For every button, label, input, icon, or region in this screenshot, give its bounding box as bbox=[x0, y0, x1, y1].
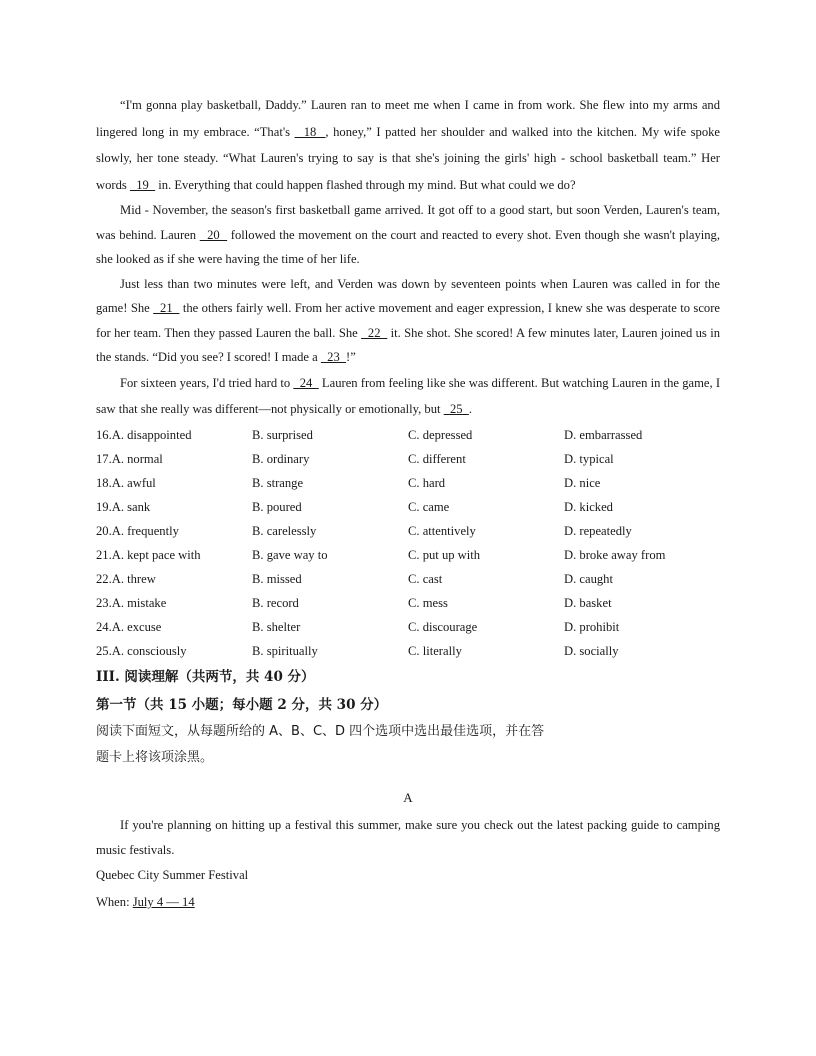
option-b: B. gave way to bbox=[252, 547, 328, 562]
passage-a-label: A bbox=[403, 790, 413, 806]
text: “I'm gonna play basketball, Daddy.” Lauren ran to meet me when I came in from work. She flew into my arms and lingered long in my embrace. “That's bbox=[96, 98, 720, 139]
option-d: D. embarrassed bbox=[564, 427, 643, 442]
option-a: 18.A. awful bbox=[96, 475, 156, 490]
festival-name: Quebec City Summer Festival bbox=[96, 868, 249, 883]
text: the others fairly well. From her active movement and eager expression, I knew she was desperate to score for her team. Then they passed Lauren the ball. She bbox=[96, 301, 721, 340]
blank-23: 23 bbox=[320, 350, 347, 364]
option-row bbox=[96, 519, 720, 543]
when-label: When: bbox=[96, 894, 133, 909]
option-a: 23.A. mistake bbox=[96, 596, 167, 611]
option-b: B. shelter bbox=[252, 620, 301, 635]
option-row bbox=[96, 495, 720, 519]
option-c: C. different bbox=[408, 451, 466, 466]
instruction-line-2: 题卡上将该项涂黑。 bbox=[96, 750, 214, 766]
passage-paragraph-3 bbox=[96, 272, 720, 370]
exam-page bbox=[96, 92, 720, 915]
text: !” bbox=[346, 350, 356, 364]
option-c: C. literally bbox=[408, 644, 462, 659]
option-row bbox=[96, 567, 720, 591]
option-row bbox=[96, 615, 720, 639]
option-a: 22.A. threw bbox=[96, 572, 156, 587]
option-a: 21.A. kept pace with bbox=[96, 547, 201, 562]
option-a: 25.A. consciously bbox=[96, 644, 187, 659]
option-c: C. put up with bbox=[408, 547, 481, 562]
option-b: B. surprised bbox=[252, 427, 313, 442]
text: in. Everything that could happen flashed through my mind. But what could we do? bbox=[155, 177, 576, 192]
passage-paragraph-4 bbox=[96, 370, 720, 423]
option-b: B. missed bbox=[252, 572, 302, 587]
option-row bbox=[96, 543, 720, 567]
instruction-line-1: 阅读下面短文，从每题所给的 A、B、C、D 四个选项中选出最佳选项，并在答 bbox=[96, 724, 545, 740]
blank-18: 18 bbox=[294, 124, 326, 139]
option-a: 16.A. disappointed bbox=[96, 427, 192, 442]
option-d: D. broke away from bbox=[564, 547, 666, 562]
option-a: 24.A. excuse bbox=[96, 620, 162, 635]
blank-20: 20 bbox=[199, 227, 228, 242]
option-row bbox=[96, 471, 720, 495]
text: followed the movement on the court and reacted to every shot. Even though she wasn't playing, she looked as if she were having the time of her life. bbox=[96, 227, 720, 266]
option-b: B. poured bbox=[252, 499, 302, 514]
option-d: D. repeatedly bbox=[564, 523, 632, 538]
text: . bbox=[468, 402, 472, 416]
option-c: C. depressed bbox=[408, 427, 473, 442]
option-c: C. discourage bbox=[408, 620, 478, 635]
option-c: C. cast bbox=[408, 572, 443, 587]
option-d: D. basket bbox=[564, 596, 612, 611]
blank-21: 21 bbox=[153, 301, 180, 315]
option-c: C. hard bbox=[408, 475, 446, 490]
text: Just less than two minutes were left, and Verden was down by seventeen points when Lauren was called in for the game! She bbox=[96, 276, 720, 315]
text: it. She shot. She scored! A few minutes later, Lauren joined us in the stands. “Did you see? I scored! I made a bbox=[96, 325, 721, 364]
option-b: B. carelessly bbox=[252, 523, 317, 538]
option-b: B. strange bbox=[252, 475, 304, 490]
section-3-title: III. 阅读理解（共两节，共 40 分） bbox=[96, 669, 315, 686]
option-row bbox=[96, 591, 720, 615]
part-1-title: 第一节（共 15 小题；每小题 2 分，共 30 分） bbox=[96, 697, 388, 714]
option-b: B. ordinary bbox=[252, 451, 310, 466]
option-c: C. mess bbox=[408, 596, 448, 611]
option-d: D. kicked bbox=[564, 499, 613, 514]
option-b: B. record bbox=[252, 596, 299, 611]
option-row bbox=[96, 447, 720, 471]
option-d: D. caught bbox=[564, 572, 613, 587]
text: , honey,” I patted her shoulder and walked into the kitchen. My wife spoke slowly, her tone steady. “What Lauren's trying to say is that she's joining the girls' high - school basketball team.” Her words bbox=[96, 124, 721, 192]
option-a: 17.A. normal bbox=[96, 451, 163, 466]
option-c: C. attentively bbox=[408, 523, 476, 538]
option-d: D. socially bbox=[564, 644, 619, 659]
options-list bbox=[96, 423, 720, 664]
option-a: 20.A. frequently bbox=[96, 523, 179, 538]
option-row bbox=[96, 639, 720, 663]
passage-paragraph-2 bbox=[96, 198, 720, 272]
passage-a-intro: If you're planning on hitting up a festival this summer, make sure you check out the latest packing guide to camping music festivals. bbox=[96, 818, 720, 857]
option-d: D. prohibit bbox=[564, 620, 620, 635]
blank-19: 19 bbox=[129, 177, 156, 192]
option-c: C. came bbox=[408, 499, 450, 514]
option-a: 19.A. sank bbox=[96, 499, 151, 514]
festival-when bbox=[96, 889, 720, 916]
option-d: D. nice bbox=[564, 475, 601, 490]
option-row bbox=[96, 423, 720, 447]
text: For sixteen years, I'd tried hard to bbox=[120, 375, 294, 390]
text: Mid - November, the season's first basketball game arrived. It got off to a good start, but soon Verden, Lauren's team, was behind. Lauren bbox=[96, 203, 720, 242]
text: Lauren from feeling like she was different. But watching Lauren in the game, I saw that she really was different—not physically or emotionally, but bbox=[96, 375, 721, 416]
passage-paragraph-1 bbox=[96, 92, 720, 198]
option-b: B. spiritually bbox=[252, 644, 318, 659]
option-d: D. typical bbox=[564, 451, 614, 466]
blank-25: 25 bbox=[443, 402, 469, 416]
blank-24: 24 bbox=[293, 375, 319, 390]
when-value: July 4 — 14 bbox=[132, 894, 195, 909]
blank-22: 22 bbox=[361, 325, 388, 340]
